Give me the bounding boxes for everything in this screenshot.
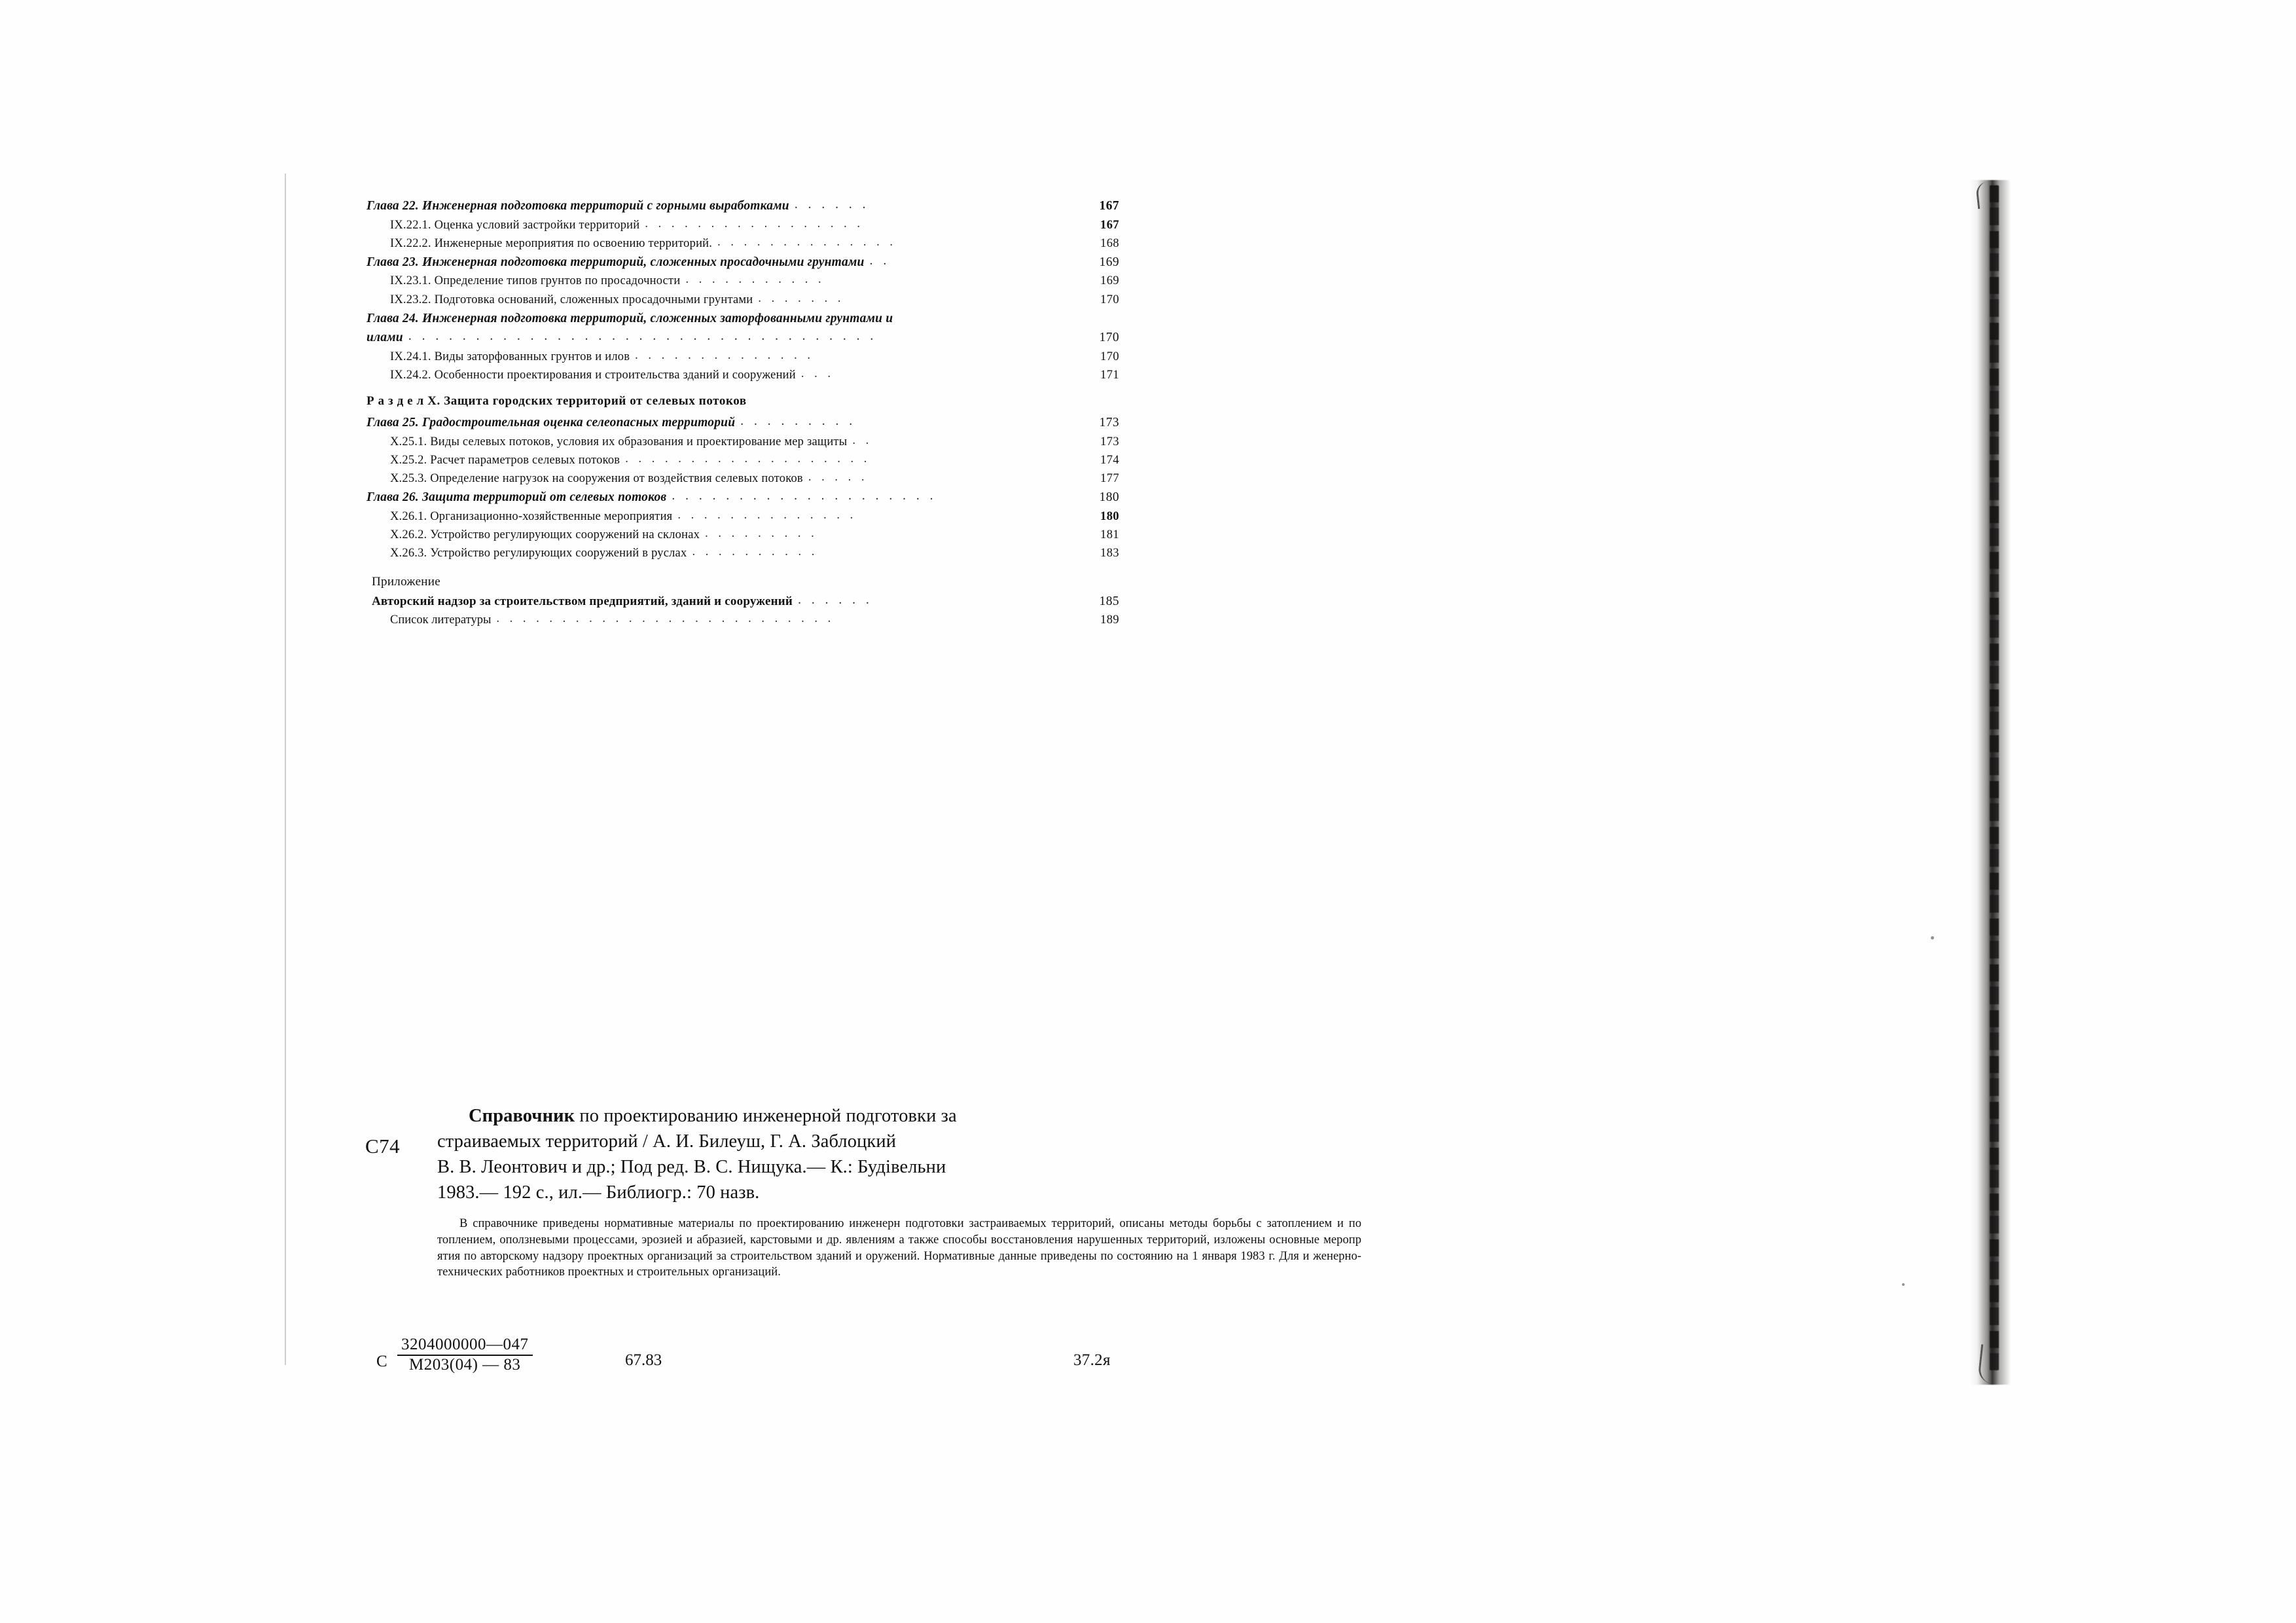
toc-section-heading-label: Р а з д е л X. Защита городских территорий от селевых потоков [367, 394, 747, 409]
toc-entry[interactable] [367, 348, 1119, 366]
scan-speck [1902, 1283, 1905, 1286]
toc-entry-page: 183 [1100, 546, 1119, 560]
toc-entry-label: Глава 26. Защита территорий от селевых потоков [367, 490, 667, 504]
toc-entry-page: 180 [1099, 490, 1119, 504]
toc-entry-page: 180 [1100, 509, 1119, 523]
toc-entry-page: 167 [1099, 199, 1119, 213]
toc-leaders: . . . . . . . . . . . . . . . . . . . [625, 452, 870, 465]
toc-entry[interactable] [367, 526, 1119, 544]
cip-imprint-block [365, 1103, 1361, 1281]
toc-entry[interactable] [367, 413, 1119, 433]
cip-title-rest: по проектированию инженерной подготовки за [579, 1106, 957, 1126]
annotation-text: В справочнике приведены нормативные материалы по проектированию инженерн подготовки застраиваемых территорий, описаны методы борьбы с затоплением и по топлением, оползневыми процессами, эрозией и абразией, карстовыми и др. явлениям а также способы восстановления нарушенных территорий, изложены основные меропр ятия по авторскому надзору проектных организаций за строительством зданий и оружений. Нормативные данные приведены по состоянию на 1 января 1983 г. Для и женерно-технических работников проектных и строительных организаций. [437, 1217, 1361, 1279]
toc-entry[interactable] [367, 611, 1119, 629]
toc-entry[interactable] [367, 469, 1119, 488]
udk-code: 37.2я [1073, 1351, 1111, 1369]
toc-entry-page: 185 [1099, 594, 1119, 608]
toc-appendix-heading-label: Приложение [372, 574, 440, 589]
toc-entry-label: X.25.2. Расчет параметров селевых потоков [390, 453, 620, 467]
toc-leaders: . . . . . . [798, 593, 873, 607]
toc-leaders: . . . . . . . . . . . . . . . . . [645, 217, 864, 230]
toc-entry[interactable] [367, 253, 1119, 272]
toc-appendix-heading [367, 573, 1119, 592]
toc-entry[interactable] [367, 216, 1119, 234]
cip-title-bold: Справочник [469, 1106, 575, 1126]
toc-entry[interactable] [367, 488, 1119, 507]
toc-entry-page: 177 [1100, 471, 1119, 485]
fraction-denominator: М203(04) — 83 [409, 1356, 521, 1374]
page-gutter-rule [285, 173, 286, 1365]
toc-leaders: . . . . . . . . . . . . . . [717, 235, 897, 249]
toc-entry-page: 167 [1100, 218, 1119, 232]
toc-leaders: . . . . . . [794, 198, 869, 211]
print-run-fraction [397, 1336, 533, 1374]
toc-entry-page: 170 [1100, 350, 1119, 363]
cip-annotation [437, 1216, 1361, 1281]
toc-entry-label: X.26.2. Устройство регулирующих сооружений на склонах [390, 528, 700, 541]
toc-leaders: . . . . . . . . . . . [685, 273, 825, 287]
toc-entry-page: 174 [1100, 453, 1119, 467]
toc-entry[interactable] [367, 592, 1119, 611]
toc-entry-page: 170 [1099, 331, 1119, 345]
bbk-code: 67.83 [625, 1351, 662, 1369]
toc-entry[interactable] [367, 507, 1119, 526]
toc-entry-page: 173 [1099, 416, 1119, 430]
toc-entry-label: IX.23.1. Определение типов грунтов по просадочности [390, 274, 681, 288]
toc-entry-label: X.26.3. Устройство регулирующих сооружений в руслах [390, 546, 687, 560]
toc-entry-page: 170 [1100, 293, 1119, 306]
fraction-numerator: 3204000000—047 [397, 1336, 533, 1356]
toc-leaders: . . . . . . . . . . [692, 545, 818, 558]
page-curl-top [1975, 181, 1997, 210]
toc-entry-label: IX.22.1. Оценка условий застройки территорий [390, 218, 640, 232]
toc-entry[interactable] [367, 196, 1119, 216]
page-curl-bottom [1977, 1344, 2005, 1385]
toc-entry-label: Глава 25. Градостроительная оценка селеопасных территорий [367, 416, 736, 430]
code-letter: С [376, 1353, 387, 1370]
toc-entry-label: IX.24.2. Особенности проектирования и строительства зданий и сооружений [390, 369, 796, 382]
toc-leaders: . . . [800, 367, 834, 381]
toc-entry-label: IX.24.1. Виды заторфованных грунтов и илов [390, 350, 630, 363]
toc-entry[interactable] [367, 544, 1119, 562]
toc-entry-label: Список литературы [390, 613, 492, 627]
toc-entry-page: 169 [1100, 274, 1119, 288]
toc-leaders: . . . . . . . . . [740, 414, 856, 429]
toc-entry[interactable] [367, 433, 1119, 451]
cip-collation-line: 1983.— 192 с., ил.— Библиогр.: 70 назв. [437, 1182, 760, 1203]
toc-entry-label: Глава 23. Инженерная подготовка территорий, сложенных просадочными грунтами [367, 255, 865, 269]
toc-entry-page: 171 [1100, 369, 1119, 382]
cip-signature: С74 [365, 1135, 401, 1158]
toc-entry-continuation[interactable] [367, 328, 1119, 348]
toc-entry-page: 189 [1100, 613, 1119, 627]
toc-leaders: . . . . . . . . . . . . . . [677, 508, 857, 522]
toc-entry-label: IX.23.2. Подготовка оснований, сложенных просадочными грунтами [390, 293, 753, 306]
toc-entry[interactable] [367, 272, 1119, 290]
toc-entry[interactable] [367, 451, 1119, 469]
toc-entry-label: X.26.1. Организационно-хозяйственные мероприятия [390, 509, 673, 523]
toc-entry-page: 173 [1100, 435, 1119, 448]
toc-leaders: . . . . . . . . . . . . . . [635, 348, 814, 362]
toc-section-heading [367, 392, 1119, 411]
table-of-contents [367, 196, 1119, 630]
cip-editor-publisher-line: В. В. Леонтович и др.; Под ред. В. С. Нищука.— К.: Будівельни [437, 1157, 946, 1178]
toc-leaders: . . . . . . . . . . . . . . . . . . . . [672, 488, 937, 503]
toc-entry-label: IX.22.2. Инженерные мероприятия по освоению территорий. [390, 236, 713, 250]
cip-description [437, 1103, 1361, 1205]
scan-speck [1931, 936, 1934, 939]
toc-entry-page: 168 [1100, 236, 1119, 250]
toc-entry-label: X.25.3. Определение нагрузок на сооружения от воздействия селевых потоков [390, 471, 803, 485]
toc-leaders: . . . . . . . . . . . . . . . . . . . . . . . . . . . . . . . . . . . [408, 329, 877, 344]
toc-entry-label-continued: илами [367, 331, 403, 345]
toc-entry-label: X.25.1. Виды селевых потоков, условия их образования и проектирование мер защиты [390, 435, 848, 448]
cip-authors-line: страиваемых территорий / А. И. Билеуш, Г. А. Заблоцкий [437, 1131, 897, 1152]
toc-leaders: . . [852, 433, 872, 447]
toc-leaders: . . . . . . . [758, 291, 845, 305]
toc-entry[interactable] [367, 234, 1119, 253]
toc-leaders: . . [869, 253, 890, 268]
toc-entry-label: Авторский надзор за строительством предприятий, зданий и сооружений [372, 594, 793, 608]
toc-entry[interactable] [367, 309, 1119, 329]
toc-entry-page: 169 [1099, 255, 1119, 269]
toc-entry-label: Глава 24. Инженерная подготовка территорий, сложенных заторфованными грунтами и [367, 311, 893, 325]
toc-leaders: . . . . . [808, 470, 868, 484]
book-spine-ink [1990, 185, 1999, 1370]
toc-leaders: . . . . . . . . . . . . . . . . . . . . . . . . . . [496, 612, 834, 626]
cip-title-line [437, 1103, 1361, 1129]
toc-leaders: . . . . . . . . . [705, 526, 818, 540]
toc-entry[interactable] [367, 366, 1119, 384]
toc-entry-page: 181 [1100, 528, 1119, 541]
toc-entry[interactable] [367, 291, 1119, 309]
toc-entry-label: Глава 22. Инженерная подготовка территорий с горными выработками [367, 199, 789, 213]
